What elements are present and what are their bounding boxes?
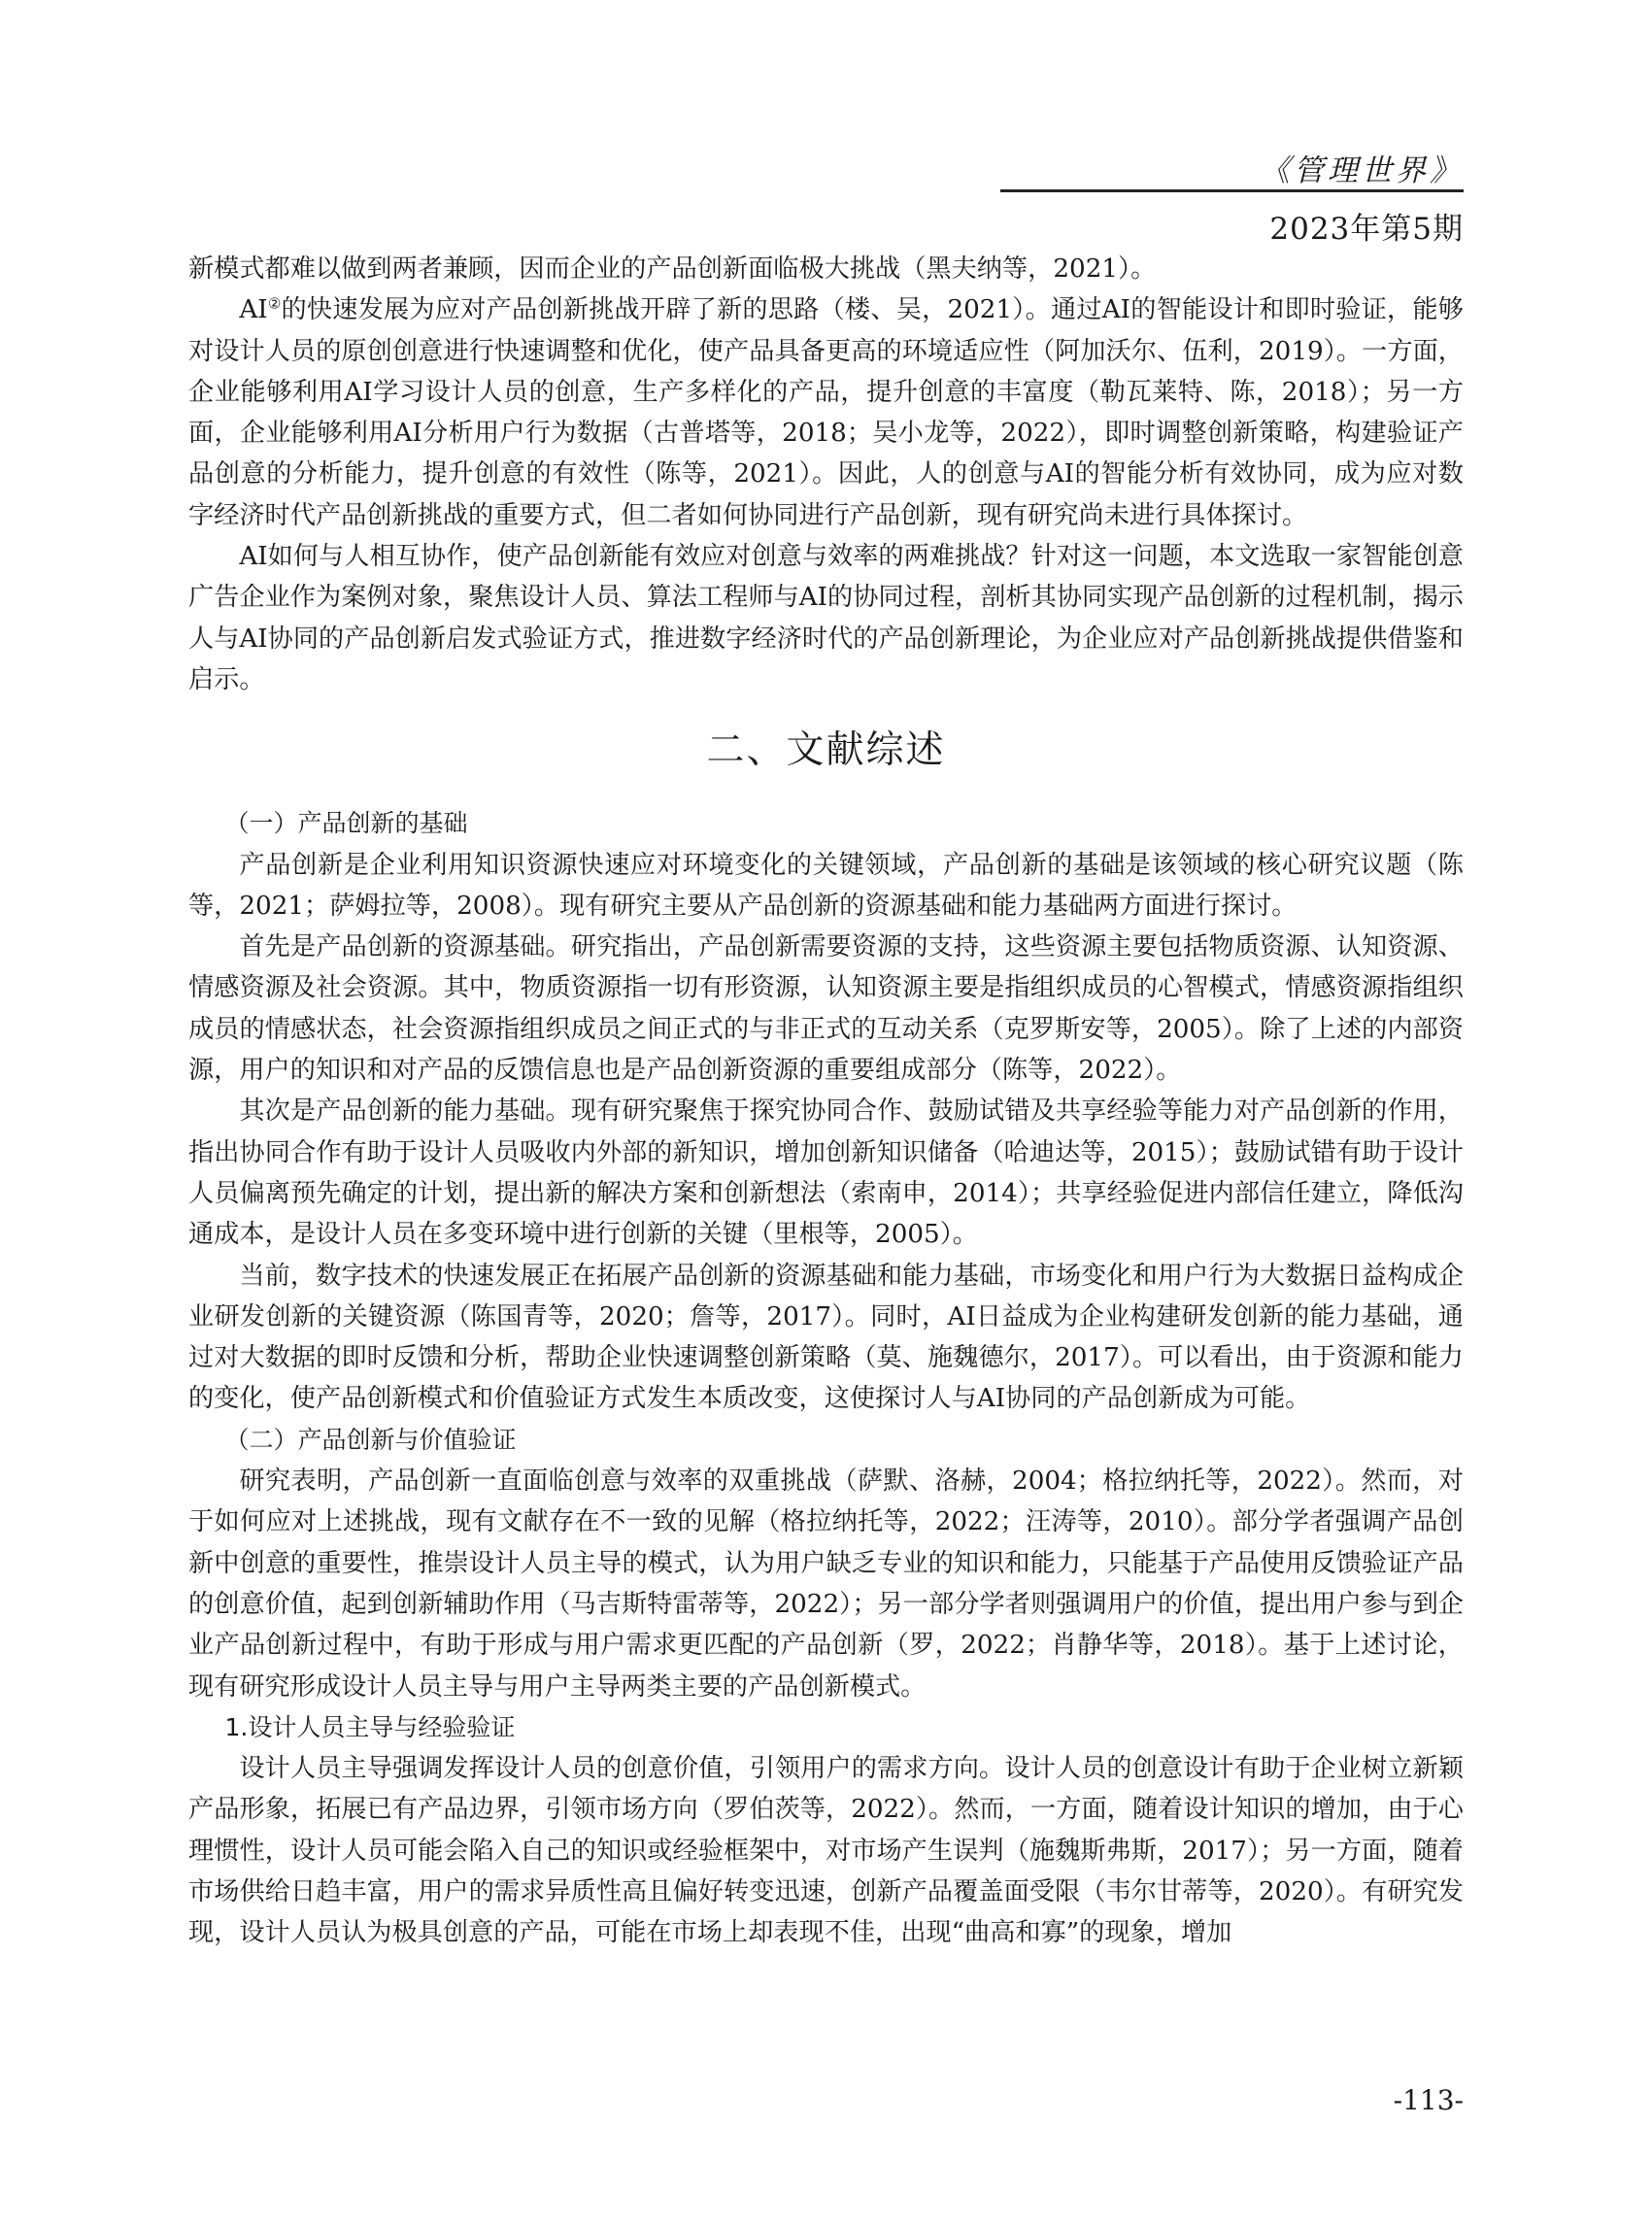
subsection-title: （一）产品创新的基础 bbox=[224, 809, 468, 838]
paragraph bbox=[188, 289, 1464, 536]
footnote-marker: ② bbox=[267, 294, 282, 313]
paragraph: 首先是产品创新的资源基础。研究指出，产品创新需要资源的支持，这些资源主要包括物质资源、认知资源、情感资源及社会资源。其中，物质资源指一切有形资源，认知资源主要是指组织成员的心智模式，情感资源指组织成员的情感状态，社会资源指组织成员之间正式的与非正式的互动关系（克罗斯安等，2005）。除了上述的内部资源，用户的知识和对产品的反馈信息也是产品创新资源的重要组成部分（陈等，2022）。 bbox=[188, 932, 1464, 1086]
ai-term: AI bbox=[239, 295, 268, 325]
paragraph: 其次是产品创新的能力基础。现有研究聚焦于探究协同合作、鼓励试错及共享经验等能力对产品创新的作用，指出协同合作有助于设计人员吸收内外部的新知识，增加创新知识储备（哈迪达等，2015）；鼓励试错有助于设计人员偏离预先确定的计划，提出新的解决方案和创新想法（索南申，2014）；共享经验促进内部信任建立，降低沟通成本，是设计人员在多变环境中进行创新的关键（里根等，2005）。 bbox=[188, 1096, 1464, 1250]
header-rule bbox=[1000, 189, 1464, 192]
article-body bbox=[188, 249, 1464, 1954]
issue-label: 2023年第5期 bbox=[1269, 212, 1464, 247]
paragraph: 当前，数字技术的快速发展正在拓展产品创新的资源基础和能力基础，市场变化和用户行为大数据日益构成企业研发创新的关键资源（陈国青等，2020；詹等，2017）。同时，AI日益成为企业构建研发创新的能力基础，通过对大数据的即时反馈和分析，帮助企业快速调整创新策略（莫、施魏德尔，2017）。可以看出，由于资源和能力的变化，使产品创新模式和价值验证方式发生本质改变，这使探讨人与AI协同的产品创新成为可能。 bbox=[188, 1261, 1464, 1414]
paragraph-text: 的快速发展为应对产品创新挑战开辟了新的思路（楼、吴，2021）。通过AI的智能设计和即时验证，能够对设计人员的原创创意进行快速调整和优化，使产品具备更高的环境适应性（阿加沃尔、伍利，2019）。一方面，企业能够利用AI学习设计人员的创意，生产多样化的产品，提升创意的丰富度（勒瓦莱特、陈，2018）；另一方面，企业能够利用AI分析用户行为数据（古普塔等，2018；吴小龙等，2022），即时调整创新策略，构建验证产品创意的分析能力，提升创意的有效性（陈等，2021）。因此，人的创意与AI的智能分析有效协同，成为应对数字经济时代产品创新挑战的重要方式，但二者如何协同进行产品创新，现有研究尚未进行具体探讨。 bbox=[188, 295, 1464, 530]
paragraph: 产品创新是企业利用知识资源快速应对环境变化的关键领域，产品创新的基础是该领域的核心研究议题（陈等，2021；萨姆拉等，2008）。现有研究主要从产品创新的资源基础和能力基础两方面进行探讨。 bbox=[188, 850, 1464, 921]
paragraph: AI如何与人相互协作，使产品创新能有效应对创意与效率的两难挑战？针对这一问题，本文选取一家智能创意广告企业作为案例对象，聚焦设计人员、算法工程师与AI的协同过程，剖析其协同实现产品创新的过程机制，揭示人与AI协同的产品创新启发式验证方式，推进数字经济时代的产品创新理论，为企业应对产品创新挑战提供借鉴和启示。 bbox=[188, 542, 1464, 694]
subsection-title: 1.设计人员主导与经验验证 bbox=[224, 1712, 516, 1741]
paragraph: 设计人员主导强调发挥设计人员的创意价值，引领用户的需求方向。设计人员的创意设计有助于企业树立新颖产品形象，拓展已有产品边界，引领市场方向（罗伯茨等，2022）。然而，一方面，随着设计知识的增加，由于心理惯性，设计人员可能会陷入自己的知识或经验框架中，对市场产生误判（施魏斯弗斯，2017）；另一方面，随着市场供给日趋丰富，用户的需求异质性高且偏好转变迅速，创新产品覆盖面受限（韦尔甘蒂等，2020）。有研究发现，设计人员认为极具创意的产品，可能在市场上却表现不佳，出现“曲高和寡”的现象，增加 bbox=[188, 1754, 1464, 1948]
section-title: 二、文献综述 bbox=[706, 728, 946, 773]
journal-title: 《管理世界》 bbox=[1260, 153, 1464, 188]
paragraph: 新模式都难以做到两者兼顾，因而企业的产品创新面临极大挑战（黑夫纳等，2021）。 bbox=[188, 254, 1157, 284]
paragraph: 研究表明，产品创新一直面临创意与效率的双重挑战（萨默、洛赫，2004；格拉纳托等，2022）。然而，对于如何应对上述挑战，现有文献存在不一致的见解（格拉纳托等，2022；汪涛等，2010）。部分学者强调产品创新中创意的重要性，推崇设计人员主导的模式，认为用户缺乏专业的知识和能力，只能基于产品使用反馈验证产品的创意价值，起到创新辅助作用（马吉斯特雷蒂等，2022）；另一部分学者则强调用户的价值，提出用户参与到企业产品创新过程中，有助于形成与用户需求更匹配的产品创新（罗，2022；肖静华等，2018）。基于上述讨论，现有研究形成设计人员主导与用户主导两类主要的产品创新模式。 bbox=[188, 1467, 1464, 1702]
page-number: -113- bbox=[1393, 2084, 1464, 2116]
subsection-title: （二）产品创新与价值验证 bbox=[224, 1425, 517, 1454]
